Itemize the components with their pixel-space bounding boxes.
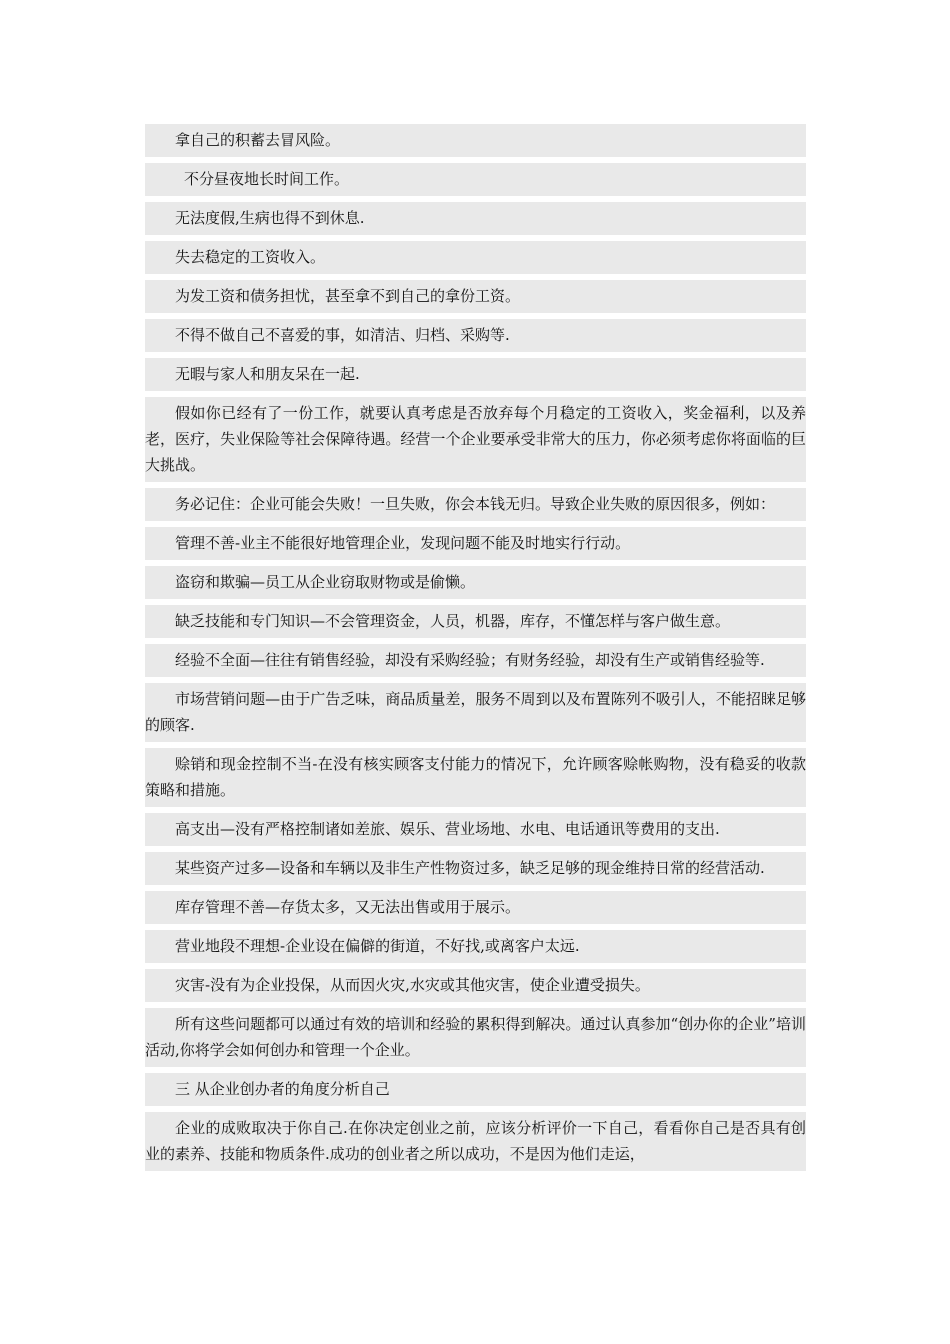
paragraph: 缺乏技能和专门知识—不会管理资金，人员，机器，库存，不懂怎样与客户做生意。 <box>145 605 806 638</box>
paragraph: 无暇与家人和朋友呆在一起. <box>145 358 806 391</box>
paragraph: 企业的成败取决于你自己.在你决定创业之前，应该分析评价一下自己，看看你自己是否具有创业的素养、技能和物质条件.成功的创业者之所以成功，不是因为他们走运， <box>145 1112 806 1171</box>
paragraph: 无法度假,生病也得不到休息. <box>145 202 806 235</box>
paragraph: 假如你已经有了一份工作，就要认真考虑是否放弃每个月稳定的工资收入，奖金福利，以及养老，医疗，失业保险等社会保障待遇。经营一个企业要承受非常大的压力，你必须考虑你将面临的巨大挑战。 <box>145 397 806 482</box>
paragraph: 管理不善-业主不能很好地管理企业，发现问题不能及时地实行行动。 <box>145 527 806 560</box>
document-body <box>145 124 806 1177</box>
paragraph: 为发工资和债务担忧，甚至拿不到自己的拿份工资。 <box>145 280 806 313</box>
paragraph: 所有这些问题都可以通过有效的培训和经验的累积得到解决。通过认真参加“创办你的企业”培训活动,你将学会如何创办和管理一个企业。 <box>145 1008 806 1067</box>
paragraph: 拿自己的积蓄去冒风险。 <box>145 124 806 157</box>
paragraph: 盗窃和欺骗—员工从企业窃取财物或是偷懒。 <box>145 566 806 599</box>
paragraph: 赊销和现金控制不当-在没有核实顾客支付能力的情况下，允许顾客赊帐购物，没有稳妥的收款策略和措施。 <box>145 748 806 807</box>
paragraph: 市场营销问题—由于广告乏味，商品质量差，服务不周到以及布置陈列不吸引人，不能招睐足够的顾客. <box>145 683 806 742</box>
paragraph: 库存管理不善—存货太多，又无法出售或用于展示。 <box>145 891 806 924</box>
paragraph: 务必记住：企业可能会失败！一旦失败，你会本钱无归。导致企业失败的原因很多，例如： <box>145 488 806 521</box>
paragraph: 失去稳定的工资收入。 <box>145 241 806 274</box>
paragraph: 某些资产过多—设备和车辆以及非生产性物资过多，缺乏足够的现金维持日常的经营活动. <box>145 852 806 885</box>
paragraph: 经验不全面—往往有销售经验，却没有采购经验；有财务经验，却没有生产或销售经验等. <box>145 644 806 677</box>
paragraph: 不得不做自己不喜爱的事，如清洁、归档、采购等. <box>145 319 806 352</box>
paragraph: 高支出—没有严格控制诸如差旅、娱乐、营业场地、水电、电话通讯等费用的支出. <box>145 813 806 846</box>
paragraph: 不分昼夜地长时间工作。 <box>145 163 806 196</box>
paragraph: 营业地段不理想-企业设在偏僻的街道，不好找,或离客户太远. <box>145 930 806 963</box>
section-heading: 三 从企业创办者的角度分析自己 <box>145 1073 806 1106</box>
paragraph: 灾害-没有为企业投保，从而因火灾,水灾或其他灾害，使企业遭受损失。 <box>145 969 806 1002</box>
